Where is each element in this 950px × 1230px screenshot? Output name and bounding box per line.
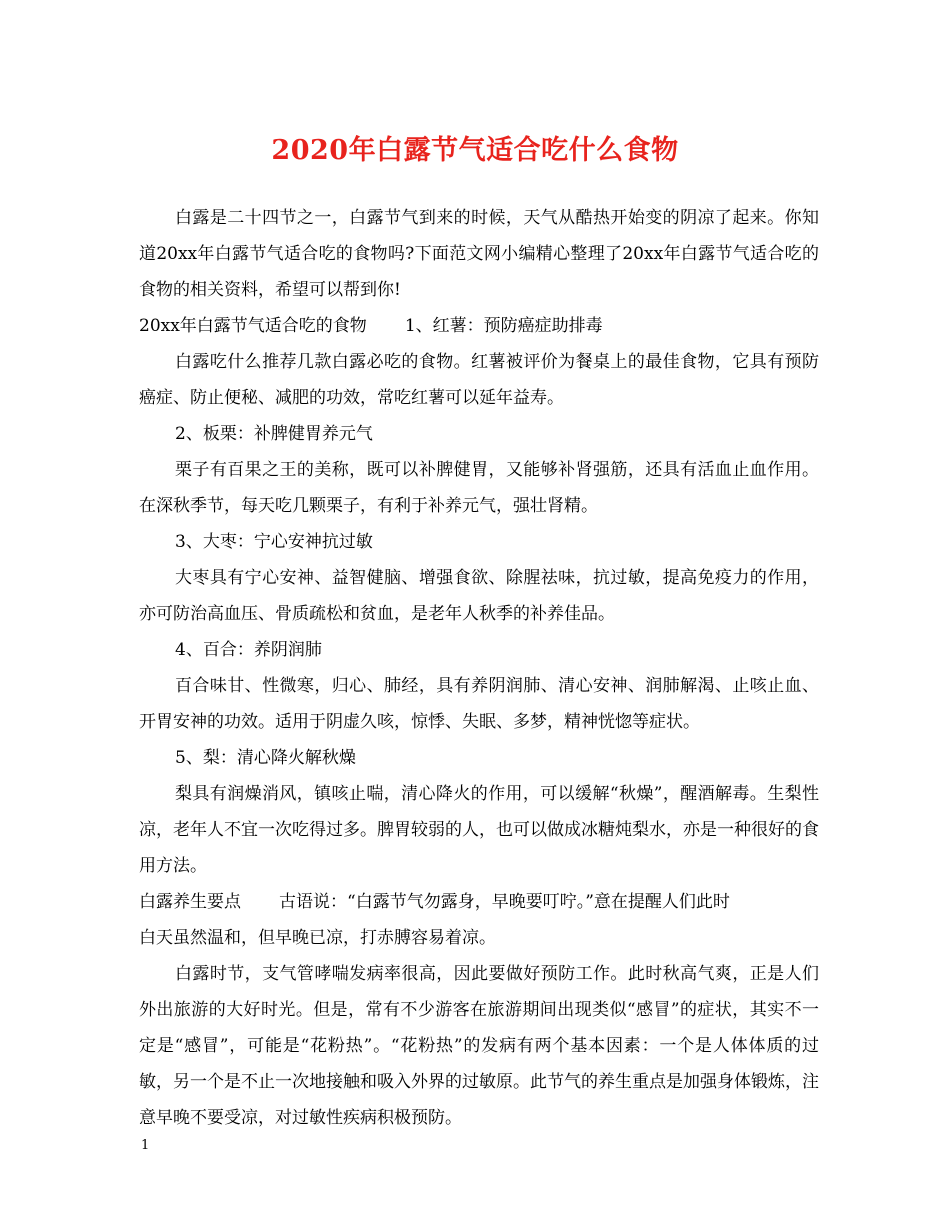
health-quote-line: 古语说：“白露节气勿露身，早晚要叮咛。”意在提醒人们此时 bbox=[279, 892, 730, 912]
health-heading-label: 白露养生要点 bbox=[139, 892, 241, 912]
item-1-heading: 1、红薯：预防癌症助排毒 bbox=[404, 316, 603, 336]
page-number: 1 bbox=[141, 1138, 150, 1153]
item-2-heading: 2、板栗：补脾健胃养元气 bbox=[175, 424, 373, 444]
document-body bbox=[139, 200, 819, 1136]
section-heading-label: 20xx年白露节气适合吃的食物 bbox=[139, 316, 367, 336]
intro-paragraph: 白露是二十四节之一，白露节气到来的时候，天气从酷热开始变的阴凉了起来。你知道20xx年白露节气适合吃的食物吗?下面范文网小编精心整理了20xx年白露节气适合吃的食物的相关资料，希望可以帮到你! bbox=[139, 208, 819, 300]
item-4-heading: 4、百合：养阴润肺 bbox=[175, 640, 322, 660]
section-heading-health bbox=[139, 884, 819, 920]
health-paragraph: 白露时节，支气管哮喘发病率很高，因此要做好预防工作。此时秋高气爽，正是人们外出旅游的大好时光。但是，常有不少游客在旅游期间出现类似“感冒”的症状，其实不一定是“感冒”，可能是“花粉热”。“花粉热”的发病有两个基本因素：一个是人体体质的过敏，另一个是不止一次地接触和吸入外界的过敏原。此节气的养生重点是加强身体锻炼，注意早晚不要受凉，对过敏性疾病积极预防。 bbox=[139, 964, 819, 1128]
item-3-heading: 3、大枣：宁心安神抗过敏 bbox=[175, 532, 373, 552]
item-3-paragraph: 大枣具有宁心安神、益智健脑、增强食欲、除腥祛味，抗过敏，提高免疫力的作用，亦可防治高血压、骨质疏松和贫血，是老年人秋季的补养佳品。 bbox=[139, 568, 819, 624]
item-1-paragraph: 白露吃什么推荐几款白露必吃的食物。红薯被评价为餐桌上的最佳食物，它具有预防癌症、防止便秘、减肥的功效，常吃红薯可以延年益寿。 bbox=[139, 352, 819, 408]
item-5-paragraph: 梨具有润燥消风，镇咳止喘，清心降火的作用，可以缓解“秋燥”，醒酒解毒。生梨性凉，老年人不宜一次吃得过多。脾胃较弱的人，也可以做成冰糖炖梨水，亦是一种很好的食用方法。 bbox=[139, 784, 819, 876]
item-2-paragraph: 栗子有百果之王的美称，既可以补脾健胃，又能够补肾强筋，还具有活血止血作用。在深秋季节，每天吃几颗栗子，有利于补养元气，强壮肾精。 bbox=[139, 460, 819, 516]
item-4-paragraph: 百合味甘、性微寒，归心、肺经，具有养阴润肺、清心安神、润肺解渴、止咳止血、开胃安神的功效。适用于阴虚久咳，惊悸、失眠、多梦，精神恍惚等症状。 bbox=[139, 676, 819, 732]
document-title: 2020年白露节气适合吃什么食物 bbox=[271, 135, 679, 166]
item-5-heading: 5、梨：清心降火解秋燥 bbox=[175, 748, 356, 768]
section-heading-foods bbox=[139, 308, 819, 344]
health-quote-continued: 白天虽然温和，但早晚已凉，打赤膊容易着凉。 bbox=[139, 928, 496, 948]
